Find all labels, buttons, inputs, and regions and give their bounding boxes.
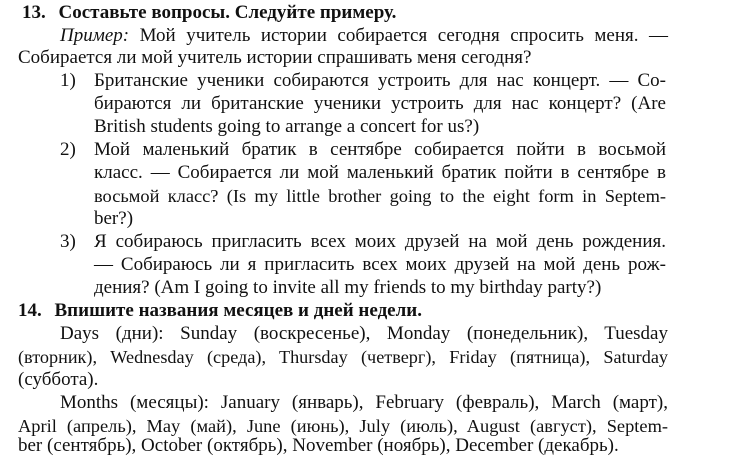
exercise-13-number: 13. xyxy=(22,2,46,23)
example-line-1 xyxy=(60,25,668,47)
exercise-14-number: 14. xyxy=(18,300,42,321)
item-3-line-1: Я собираюсь пригласить всех моих друзей на мой день рождения. xyxy=(94,231,666,252)
item-1-line-1: Британские ученики собираются устроить для нас концерт. — Со- xyxy=(94,70,666,91)
item-1-line-2: бираются ли британские ученики устроить для нас концерт? (Are xyxy=(94,93,666,114)
item-1-line-3: British students going to arrange a concert for us?) xyxy=(94,116,480,137)
example-text-1: Мой учитель истории собирается сегодня спросить меня. — xyxy=(139,25,669,46)
months-line-3: ber (сентябрь), October (октябрь), November (ноябрь), December (декабрь). xyxy=(18,435,619,456)
item-3-number: 3) xyxy=(60,231,76,252)
exercise-13-heading xyxy=(22,2,722,24)
days-line-2: (вторник), Wednesday (среда), Thursday (четверг), Friday (пятница), Saturday xyxy=(18,347,668,367)
example-text-2: Собирается ли мой учитель истории спрашивать меня сегодня? xyxy=(18,47,532,68)
item-2-line-3: восьмой класс? (Is my little brother going to the eight form in Septem- xyxy=(94,186,666,206)
days-line-3: (суббота). xyxy=(18,369,99,390)
item-3-line-2: — Собираюсь ли я пригласить всех моих друзей на мой день рож- xyxy=(94,254,666,275)
example-line-2 xyxy=(18,47,668,69)
months-line-2: April (апрель), May (май), June (июнь), July (июль), August (август), Septem- xyxy=(18,416,668,436)
exercise-13-title: Составьте вопросы. Следуйте примеру. xyxy=(58,2,397,23)
item-2-line-2: класс. — Собирается ли мой маленький братик пойти в сентябре в xyxy=(94,162,666,183)
item-1-number: 1) xyxy=(60,70,76,91)
example-label: Пример: xyxy=(60,25,130,46)
item-2-line-1: Мой маленький братик в сентябре собирается пойти в восьмой xyxy=(94,139,666,160)
days-line-1: Days (дни): Sunday (воскресенье), Monday (понедельник), Tuesday xyxy=(60,323,668,344)
exercise-14-heading xyxy=(18,300,718,322)
exercise-14-title: Впишите названия месяцев и дней недели. xyxy=(54,300,422,321)
item-3-line-3: дения? (Am I going to invite all my friends to my birthday party?) xyxy=(94,277,602,298)
item-2-line-4: ber?) xyxy=(94,208,134,229)
months-line-1: Months (месяцы): January (январь), February (февраль), March (март), xyxy=(60,392,668,413)
item-2-number: 2) xyxy=(60,139,76,160)
